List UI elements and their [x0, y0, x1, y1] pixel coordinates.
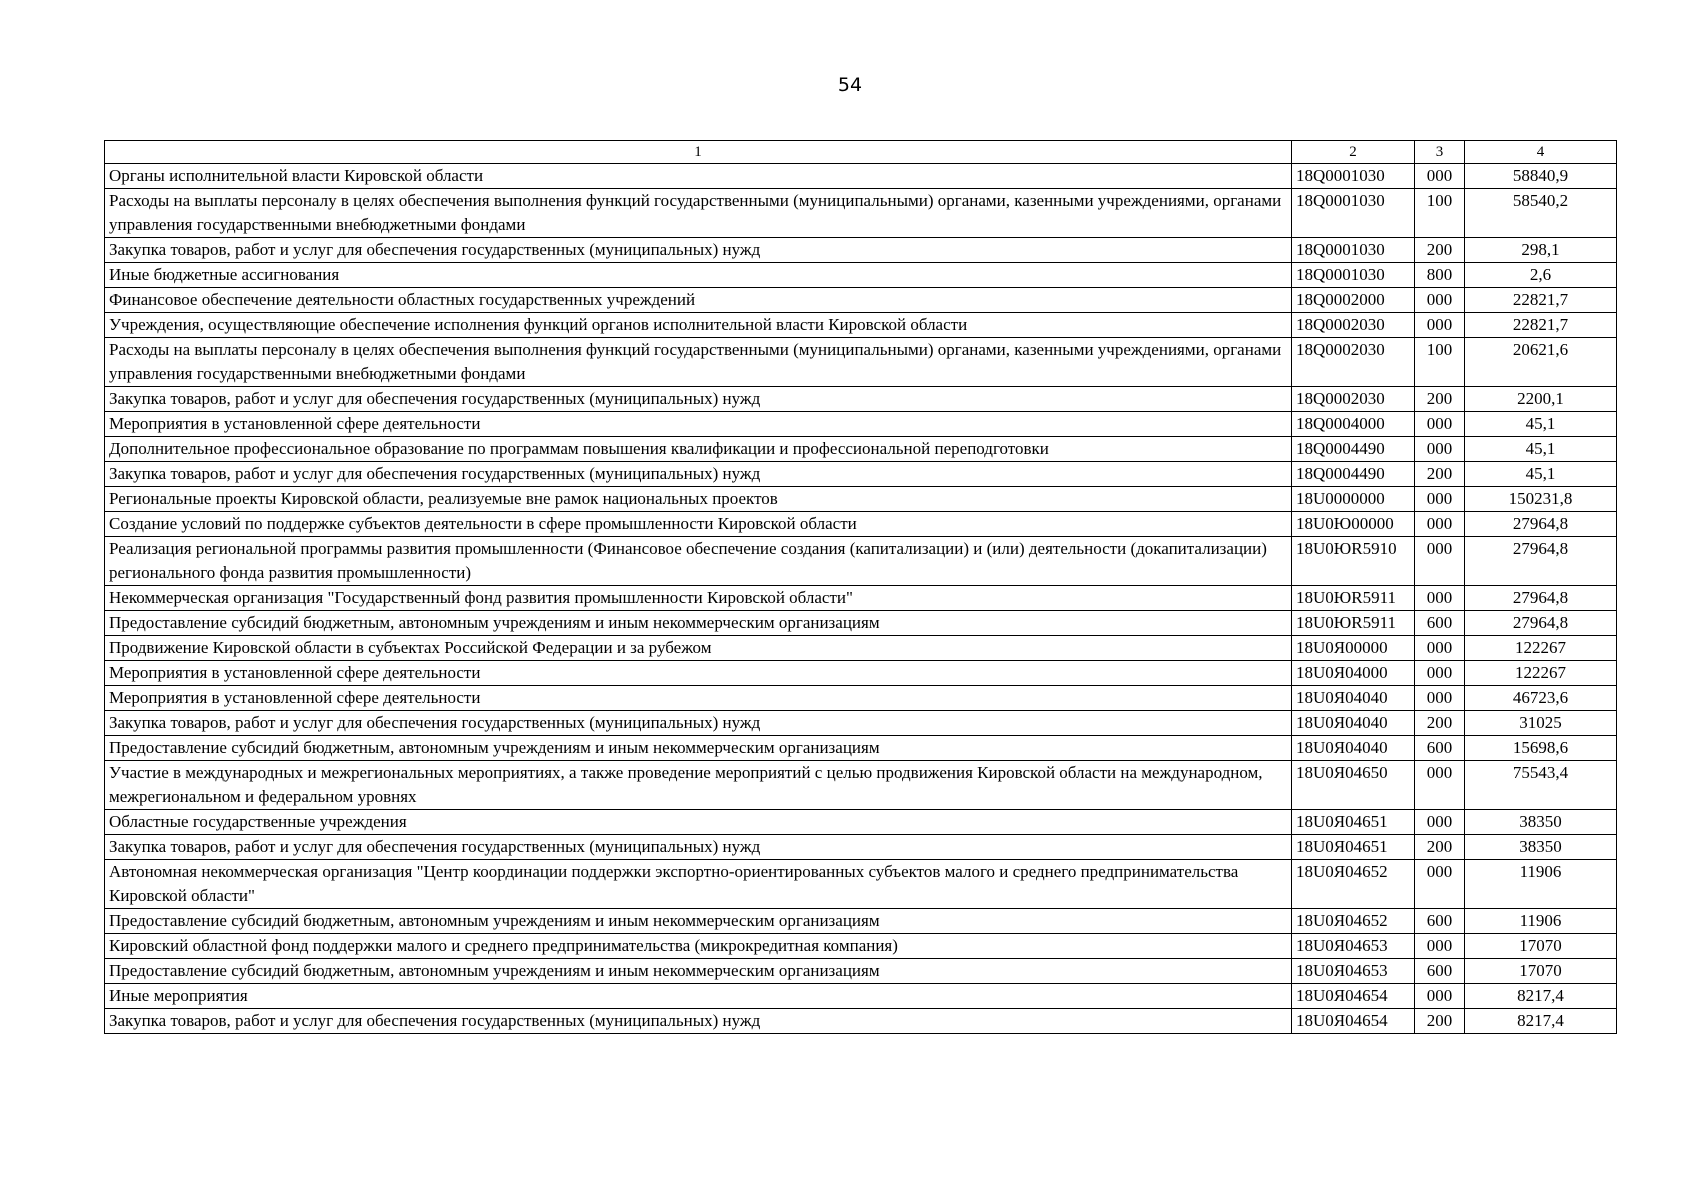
table-row: [105, 487, 1617, 512]
row-name: Кировский областной фонд поддержки малого и среднего предпринимательства (микрокредитная компания): [105, 934, 1292, 959]
row-sum: 150231,8: [1465, 487, 1617, 512]
table-row: [105, 512, 1617, 537]
table-row: [105, 238, 1617, 263]
row-code: 18U0Я04650: [1292, 761, 1415, 810]
row-name: Закупка товаров, работ и услуг для обеспечения государственных (муниципальных) нужд: [105, 711, 1292, 736]
table-row: [105, 313, 1617, 338]
row-type: 000: [1415, 437, 1465, 462]
row-name: Автономная некоммерческая организация "Центр координации поддержки экспортно-ориентированных субъектов малого и среднего предпринимательства Кировской области": [105, 860, 1292, 909]
row-name: Расходы на выплаты персоналу в целях обеспечения выполнения функций государственными (муниципальными) органами, казенными учреждениями, органами управления государственными внебюджетными фондами: [105, 189, 1292, 238]
row-sum: 45,1: [1465, 437, 1617, 462]
row-code: 18Q0002030: [1292, 338, 1415, 387]
row-sum: 58540,2: [1465, 189, 1617, 238]
row-code: 18Q0001030: [1292, 164, 1415, 189]
row-name: Участие в международных и межрегиональных мероприятиях, а также проведение мероприятий с целью продвижения Кировской области на международном, межрегиональном и федеральном уровнях: [105, 761, 1292, 810]
table-row: [105, 810, 1617, 835]
row-type: 100: [1415, 338, 1465, 387]
row-type: 000: [1415, 487, 1465, 512]
row-name: Закупка товаров, работ и услуг для обеспечения государственных (муниципальных) нужд: [105, 462, 1292, 487]
table-row: [105, 412, 1617, 437]
row-name: Предоставление субсидий бюджетным, автономным учреждениям и иным некоммерческим организациям: [105, 909, 1292, 934]
row-code: 18Q0002030: [1292, 387, 1415, 412]
row-sum: 58840,9: [1465, 164, 1617, 189]
row-sum: 11906: [1465, 909, 1617, 934]
row-type: 000: [1415, 661, 1465, 686]
row-sum: 38350: [1465, 835, 1617, 860]
row-sum: 20621,6: [1465, 338, 1617, 387]
table-row: [105, 711, 1617, 736]
row-code: 18U0Я04653: [1292, 934, 1415, 959]
row-sum: 27964,8: [1465, 586, 1617, 611]
header-col-1: 1: [105, 141, 1292, 164]
row-name: Мероприятия в установленной сфере деятельности: [105, 412, 1292, 437]
row-code: 18U0Я04652: [1292, 860, 1415, 909]
row-sum: 75543,4: [1465, 761, 1617, 810]
row-code: 18Q0001030: [1292, 263, 1415, 288]
row-name: Реализация региональной программы развития промышленности (Финансовое обеспечение создания (капитализации) и (или) деятельности (докапитализации) регионального фонда развития промышленности): [105, 537, 1292, 586]
row-type: 200: [1415, 462, 1465, 487]
row-code: 18U0Я00000: [1292, 636, 1415, 661]
row-sum: 45,1: [1465, 462, 1617, 487]
row-type: 000: [1415, 934, 1465, 959]
row-type: 200: [1415, 387, 1465, 412]
row-sum: 31025: [1465, 711, 1617, 736]
row-type: 000: [1415, 412, 1465, 437]
row-name: Предоставление субсидий бюджетным, автономным учреждениям и иным некоммерческим организациям: [105, 959, 1292, 984]
row-sum: 122267: [1465, 636, 1617, 661]
page-number: 54: [837, 74, 863, 96]
row-type: 200: [1415, 711, 1465, 736]
table-row: [105, 586, 1617, 611]
table-body: [105, 164, 1617, 1034]
row-sum: 22821,7: [1465, 288, 1617, 313]
row-type: 000: [1415, 686, 1465, 711]
row-code: 18Q0004490: [1292, 462, 1415, 487]
row-code: 18Q0004000: [1292, 412, 1415, 437]
budget-table: [104, 140, 1617, 1034]
row-code: 18U0Ю00000: [1292, 512, 1415, 537]
row-name: Дополнительное профессиональное образование по программам повышения квалификации и профессиональной переподготовки: [105, 437, 1292, 462]
table-row: [105, 761, 1617, 810]
row-sum: 11906: [1465, 860, 1617, 909]
table-row: [105, 611, 1617, 636]
row-code: 18Q0002030: [1292, 313, 1415, 338]
row-code: 18Q0001030: [1292, 189, 1415, 238]
row-code: 18Q0002000: [1292, 288, 1415, 313]
row-type: 000: [1415, 537, 1465, 586]
row-sum: 27964,8: [1465, 611, 1617, 636]
row-name: Областные государственные учреждения: [105, 810, 1292, 835]
row-sum: 2200,1: [1465, 387, 1617, 412]
row-type: 200: [1415, 238, 1465, 263]
row-name: Региональные проекты Кировской области, реализуемые вне рамок национальных проектов: [105, 487, 1292, 512]
row-name: Иные бюджетные ассигнования: [105, 263, 1292, 288]
row-name: Создание условий по поддержке субъектов деятельности в сфере промышленности Кировской области: [105, 512, 1292, 537]
row-type: 600: [1415, 736, 1465, 761]
row-code: 18U0000000: [1292, 487, 1415, 512]
row-name: Продвижение Кировской области в субъектах Российской Федерации и за рубежом: [105, 636, 1292, 661]
row-name: Учреждения, осуществляющие обеспечение исполнения функций органов исполнительной власти Кировской области: [105, 313, 1292, 338]
row-type: 000: [1415, 313, 1465, 338]
table-row: [105, 736, 1617, 761]
row-name: Закупка товаров, работ и услуг для обеспечения государственных (муниципальных) нужд: [105, 835, 1292, 860]
row-name: Некоммерческая организация "Государственный фонд развития промышленности Кировской области": [105, 586, 1292, 611]
row-name: Предоставление субсидий бюджетным, автономным учреждениям и иным некоммерческим организациям: [105, 611, 1292, 636]
row-name: Закупка товаров, работ и услуг для обеспечения государственных (муниципальных) нужд: [105, 1009, 1292, 1034]
table-row: [105, 860, 1617, 909]
table-row: [105, 537, 1617, 586]
row-code: 18U0Я04654: [1292, 1009, 1415, 1034]
row-code: 18U0Я04040: [1292, 736, 1415, 761]
row-code: 18U0Я04651: [1292, 835, 1415, 860]
row-type: 000: [1415, 761, 1465, 810]
row-type: 200: [1415, 835, 1465, 860]
row-sum: 27964,8: [1465, 537, 1617, 586]
row-sum: 17070: [1465, 934, 1617, 959]
row-name: Финансовое обеспечение деятельности областных государственных учреждений: [105, 288, 1292, 313]
row-code: 18U0Я04651: [1292, 810, 1415, 835]
table-row: [105, 164, 1617, 189]
row-type: 000: [1415, 984, 1465, 1009]
row-code: 18U0ЮR5910: [1292, 537, 1415, 586]
table-row: [105, 686, 1617, 711]
table-row: [105, 338, 1617, 387]
row-type: 000: [1415, 288, 1465, 313]
row-name: Органы исполнительной власти Кировской области: [105, 164, 1292, 189]
table-row: [105, 984, 1617, 1009]
table-row: [105, 934, 1617, 959]
row-type: 800: [1415, 263, 1465, 288]
row-type: 000: [1415, 586, 1465, 611]
row-type: 100: [1415, 189, 1465, 238]
table-row: [105, 636, 1617, 661]
table-row: [105, 909, 1617, 934]
table-row: [105, 189, 1617, 238]
row-code: 18Q0001030: [1292, 238, 1415, 263]
row-sum: 27964,8: [1465, 512, 1617, 537]
row-code: 18U0Я04000: [1292, 661, 1415, 686]
table-row: [105, 288, 1617, 313]
row-sum: 22821,7: [1465, 313, 1617, 338]
row-code: 18U0Я04652: [1292, 909, 1415, 934]
row-type: 600: [1415, 959, 1465, 984]
row-code: 18U0Я04654: [1292, 984, 1415, 1009]
header-col-4: 4: [1465, 141, 1617, 164]
row-sum: 298,1: [1465, 238, 1617, 263]
table-row: [105, 462, 1617, 487]
table-row: [105, 437, 1617, 462]
table-row: [105, 387, 1617, 412]
row-code: 18U0ЮR5911: [1292, 586, 1415, 611]
row-code: 18U0Я04040: [1292, 711, 1415, 736]
row-code: 18Q0004490: [1292, 437, 1415, 462]
row-sum: 45,1: [1465, 412, 1617, 437]
row-type: 200: [1415, 1009, 1465, 1034]
row-name: Мероприятия в установленной сфере деятельности: [105, 686, 1292, 711]
row-type: 000: [1415, 512, 1465, 537]
row-name: Предоставление субсидий бюджетным, автономным учреждениям и иным некоммерческим организациям: [105, 736, 1292, 761]
row-sum: 17070: [1465, 959, 1617, 984]
row-name: Расходы на выплаты персоналу в целях обеспечения выполнения функций государственными (муниципальными) органами, казенными учреждениями, органами управления государственными внебюджетными фондами: [105, 338, 1292, 387]
row-name: Мероприятия в установленной сфере деятельности: [105, 661, 1292, 686]
header-col-3: 3: [1415, 141, 1465, 164]
row-code: 18U0Я04040: [1292, 686, 1415, 711]
row-code: 18U0Я04653: [1292, 959, 1415, 984]
header-row: [105, 141, 1617, 164]
row-type: 600: [1415, 909, 1465, 934]
row-sum: 15698,6: [1465, 736, 1617, 761]
row-sum: 8217,4: [1465, 1009, 1617, 1034]
header-col-2: 2: [1292, 141, 1415, 164]
row-name: Закупка товаров, работ и услуг для обеспечения государственных (муниципальных) нужд: [105, 238, 1292, 263]
row-sum: 2,6: [1465, 263, 1617, 288]
row-sum: 122267: [1465, 661, 1617, 686]
table-row: [105, 959, 1617, 984]
row-type: 000: [1415, 860, 1465, 909]
table-row: [105, 1009, 1617, 1034]
table-row: [105, 835, 1617, 860]
row-type: 600: [1415, 611, 1465, 636]
row-sum: 8217,4: [1465, 984, 1617, 1009]
row-name: Иные мероприятия: [105, 984, 1292, 1009]
row-type: 000: [1415, 164, 1465, 189]
table-row: [105, 661, 1617, 686]
table-row: [105, 263, 1617, 288]
row-type: 000: [1415, 636, 1465, 661]
row-name: Закупка товаров, работ и услуг для обеспечения государственных (муниципальных) нужд: [105, 387, 1292, 412]
row-type: 000: [1415, 810, 1465, 835]
row-code: 18U0ЮR5911: [1292, 611, 1415, 636]
row-sum: 38350: [1465, 810, 1617, 835]
row-sum: 46723,6: [1465, 686, 1617, 711]
